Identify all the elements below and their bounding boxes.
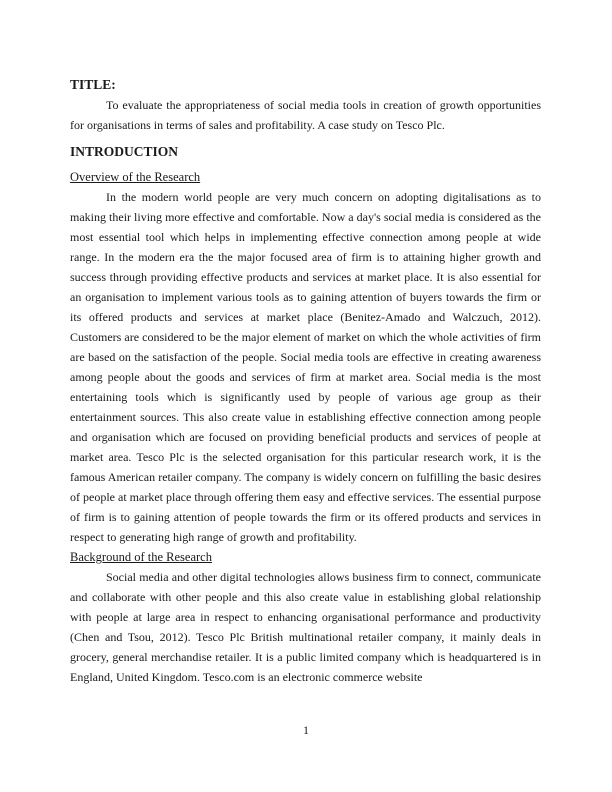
title-paragraph: To evaluate the appropriateness of social media tools in creation of growth opportunities for organisations in terms of sales and profitability. A case study on Tesco Plc. [70,98,541,132]
overview-paragraph: In the modern world people are very much concern on adopting digitalisations as to making their living more effective and comfortable. Now a day's social media is considered as the most essential tool which helps in implementing effective connection among people at wide range. In the modern era the the major focused area of firm is to attaining higher growth and success through providing effective products and services at market place. It is also essential for an organisation to implement various tools as to gaining attention of buyers towards the firm or its offered products and services at market place (Benitez-Amado and Walczuch, 2012). Customers are considered to be the major element of market on which the whole activities of firm are based on the satisfaction of the people. Social media tools are effective in creating awareness among people about the goods and services of firm at market area. Social media is the most entertaining tools which is significantly used by people of various age group as their entertainment sources. This also create value in establishing effective connection among people and organisation which are focused on providing beneficial products and services of people at market area. Tesco Plc is the selected organisation for this particular research work, it is the famous American retailer company. The company is widely concern on fulfilling the basic desires of people at market place through offering them easy and effective services. The essential purpose of firm is to gaining attention of people towards the firm or its offered products and services in respect to generating high range of growth and profitability. [70,190,541,544]
title-label: TITLE: [70,77,116,92]
section-heading-background: Background of the Research [70,550,212,564]
background-paragraph: Social media and other digital technologies allows business firm to connect, communicate and collaborate with other people and this also create value in establishing global relationship with people at large area in respect to enhancing organisational performance and productivity (Chen and Tsou, 2012). Tesco Plc British multinational retailer company, it mainly deals in grocery, general merchandise retailer. It is a public limited company which is headquartered is in England, United Kingdom. Tesco.com is an electronic commerce website [70,570,541,684]
page-number: 1 [303,723,309,737]
section-heading-overview: Overview of the Research [70,170,201,184]
introduction-heading: INTRODUCTION [70,144,179,159]
